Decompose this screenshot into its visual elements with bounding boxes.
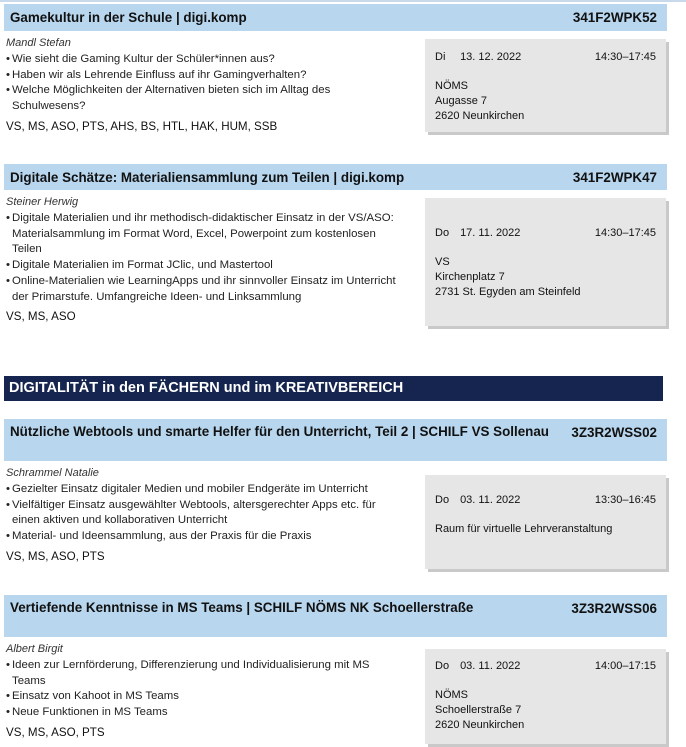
course-day: Do <box>435 227 450 239</box>
course-author: Schrammel Natalie <box>6 467 99 479</box>
course-school-types: VS, MS, ASO, PTS <box>6 549 105 563</box>
address-line: Kirchenplatz 7 <box>435 271 505 283</box>
course-author: Steiner Herwig <box>6 196 79 208</box>
address-line: VS <box>435 256 450 268</box>
address-line: Raum für virtuelle Lehrveranstaltung <box>435 523 613 535</box>
course-time: 14:30–17:45 <box>594 227 656 239</box>
address-line: NÖMS <box>435 80 468 92</box>
course-description <box>6 190 406 324</box>
course-date: 13. 12. 2022 <box>460 51 522 63</box>
course-info-box <box>425 39 666 132</box>
list-item: • Online-Materialien wie LearningApps und ihr sinnvoller Einsatz im Unterricht der Primarstufe. Umfangreiche Ideen- und Linksammlung <box>6 274 406 305</box>
course-webtools <box>4 419 667 576</box>
course-time: 14:30–17:45 <box>594 51 656 63</box>
course-description <box>6 31 406 134</box>
list-item: • Einsatz von Kahoot in MS Teams <box>6 689 406 705</box>
course-day: Do <box>435 494 450 506</box>
course-title-bar <box>4 164 667 190</box>
address-line: Schoellerstraße 7 <box>435 704 522 716</box>
course-code: 3Z3R2WSS06 <box>571 601 657 616</box>
course-title[interactable]: Vertiefende Kenntnisse in MS Teams | SCHILF NÖMS NK Schoellerstraße <box>10 600 474 615</box>
address-line: 2620 Neunkirchen <box>435 719 525 731</box>
course-ms-teams <box>4 595 667 745</box>
list-item: • Digitale Materialien und ihr methodisch-didaktischer Einsatz in der VS/ASO: Materialsammlung im Format Word, Excel, Powerpoint zum kostenlosen Teilen <box>6 211 406 258</box>
list-item: • Haben wir als Lehrende Einfluss auf ihr Gamingverhalten? <box>6 68 406 84</box>
course-title[interactable]: Gamekultur in der Schule | digi.komp <box>10 10 247 25</box>
address-line: 2620 Neunkirchen <box>435 110 525 122</box>
course-date-line <box>435 226 520 241</box>
address-line: Augasse 7 <box>435 95 487 107</box>
course-address <box>425 79 666 124</box>
course-date: 17. 11. 2022 <box>460 227 521 239</box>
course-title[interactable]: Nützliche Webtools und smarte Helfer für den Unterricht, Teil 2 | SCHILF VS Sollenau <box>10 424 549 439</box>
course-school-types: VS, MS, ASO, PTS <box>6 725 105 739</box>
course-bullets <box>6 482 406 545</box>
course-gamekultur <box>4 4 667 141</box>
list-item: • Digitale Materialien im Format JClic, und Mastertool <box>6 258 406 274</box>
address-line: NÖMS <box>435 689 468 701</box>
course-day: Di <box>435 51 446 63</box>
course-bullets <box>6 211 406 305</box>
course-code: 341F2WPK52 <box>572 10 657 25</box>
section-header: DIGITALITÄT in den FÄCHERN und im KREATIVBEREICH <box>4 376 663 401</box>
course-title-bar <box>4 419 667 461</box>
course-description <box>6 461 406 564</box>
course-info-box <box>425 649 666 744</box>
list-item: • Wie sieht die Gaming Kultur der Schüler*innen aus? <box>6 52 406 68</box>
course-time: 14:00–17:15 <box>594 660 656 672</box>
course-title[interactable]: Digitale Schätze: Materialiensammlung zum Teilen | digi.komp <box>10 170 405 185</box>
course-address <box>425 255 666 300</box>
course-school-types: VS, MS, ASO <box>6 310 76 324</box>
list-item: • Material- und Ideensammlung, aus der Praxis für die Praxis <box>6 529 406 545</box>
course-day: Do <box>435 660 450 672</box>
course-code: 3Z3R2WSS02 <box>571 425 657 440</box>
course-time: 13:30–16:45 <box>594 494 656 506</box>
course-bullets <box>6 658 406 721</box>
course-description <box>6 637 406 740</box>
course-info-box <box>425 475 666 569</box>
course-digitale-schaetze <box>4 164 667 330</box>
course-address <box>425 522 666 537</box>
course-author: Mandl Stefan <box>6 37 71 49</box>
course-title-bar <box>4 595 667 637</box>
list-item: • Welche Möglichkeiten der Alternativen bieten sich im Alltag des Schulwesens? <box>6 83 406 114</box>
course-title-bar <box>4 4 667 31</box>
list-item: • Vielfältiger Einsatz ausgewählter Webtools, altersgerechter Apps etc. für einen aktiven und kollaborativen Unterricht <box>6 498 406 529</box>
list-item: • Neue Funktionen in MS Teams <box>6 705 406 721</box>
course-date: 03. 11. 2022 <box>460 660 521 672</box>
course-date-line <box>435 493 520 508</box>
course-date-line <box>435 50 521 65</box>
top-divider <box>0 0 686 2</box>
address-line: 2731 St. Egyden am Steinfeld <box>435 286 581 298</box>
course-bullets <box>6 52 406 115</box>
course-address <box>425 688 666 733</box>
course-date: 03. 11. 2022 <box>460 494 521 506</box>
list-item: • Gezielter Einsatz digitaler Medien und mobiler Endgeräte im Unterricht <box>6 482 406 498</box>
course-code: 341F2WPK47 <box>572 170 657 185</box>
course-info-box <box>425 198 666 326</box>
course-author: Albert Birgit <box>6 643 63 655</box>
course-school-types: VS, MS, ASO, PTS, AHS, BS, HTL, HAK, HUM, SSB <box>6 119 278 133</box>
course-date-line <box>435 659 520 674</box>
list-item: • Ideen zur Lernförderung, Differenzierung und Individualisierung mit MS Teams <box>6 658 406 689</box>
